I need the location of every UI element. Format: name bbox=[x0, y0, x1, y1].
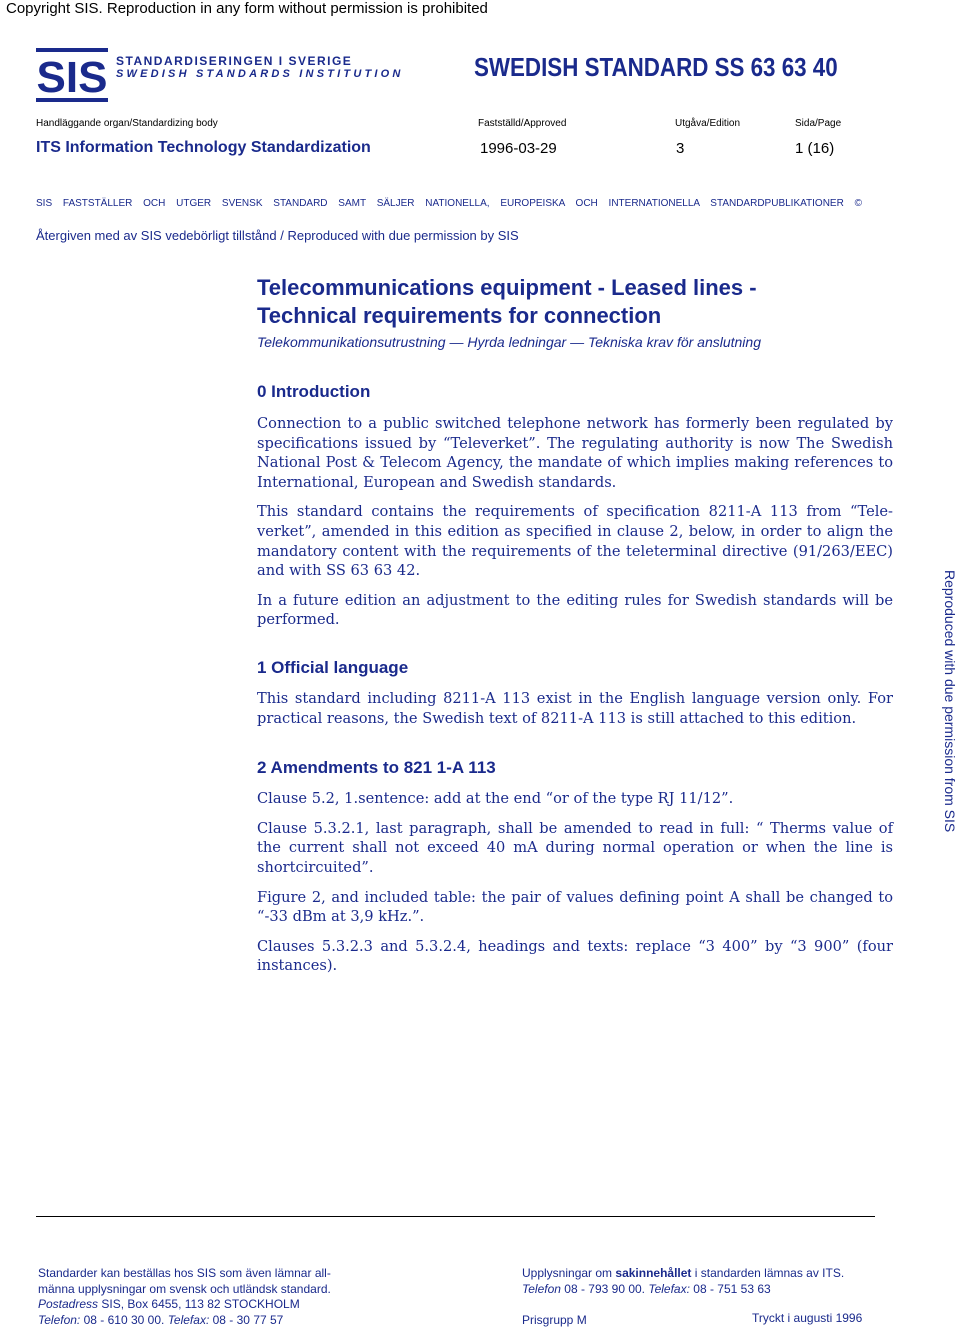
section-heading-official-language: 1 Official language bbox=[257, 657, 409, 677]
intro-paragraph-1: Connection to a public switched telephone network has formerly been regulated by specifications issued by “Televerket”. The regulating authority is now The Swedish National Post & Telecom Agency, the mandate of which implies making references to International, European and Swedish standards. bbox=[257, 415, 893, 491]
amendment-paragraph-4: Clauses 5.3.2.3 and 5.3.2.4, headings and texts: replace “3 400” by “3 900” (four instances). bbox=[257, 937, 893, 975]
footer-left-line-2: männa upplysningar om svensk och utländsk standard. bbox=[38, 1282, 331, 1296]
price-group: Prisgrupp M bbox=[522, 1313, 587, 1327]
institute-name-swedish: STANDARDISERINGEN I SVERIGE bbox=[116, 54, 353, 68]
approved-value: 1996-03-29 bbox=[480, 140, 557, 157]
right-telefax-label: Telefax: bbox=[648, 1282, 690, 1296]
standardizing-body-label: Handläggande organ/Standardizing body bbox=[36, 118, 218, 129]
footer-left-line-1: Standarder kan beställas hos SIS som även lämnar all- bbox=[38, 1266, 331, 1280]
edition-label: Utgåva/Edition bbox=[675, 118, 741, 129]
section-heading-amendments: 2 Amendments to 821 1-A 113 bbox=[257, 758, 496, 778]
amendment-paragraph-1: Clause 5.2, 1.sentence: add at the end “or of the type RJ 11/12”. bbox=[257, 790, 734, 808]
footer-postal-address bbox=[38, 1297, 300, 1311]
footer-divider bbox=[36, 1216, 875, 1217]
copyright-notice: Copyright SIS. Reproduction in any form without permission is prohibited bbox=[6, 0, 488, 17]
right-telefon-value: 08 - 793 90 00. bbox=[564, 1282, 646, 1296]
footer-right-phone bbox=[522, 1282, 771, 1296]
page-value: 1 (16) bbox=[795, 140, 835, 157]
right-telefon-label: Telefon bbox=[522, 1282, 561, 1296]
document-title-line-2: Technical requirements for connection bbox=[257, 303, 662, 328]
footer-right-line-1 bbox=[522, 1266, 844, 1280]
page-label: Sida/Page bbox=[795, 118, 842, 129]
standard-title: SWEDISH STANDARD SS 63 63 40 bbox=[474, 52, 838, 82]
postadress-value: SIS, Box 6455, 113 82 STOCKHOLM bbox=[101, 1297, 300, 1311]
footer-left-phone bbox=[38, 1313, 283, 1327]
right-line-1-start: Upplysningar om bbox=[522, 1266, 613, 1280]
edition-value: 3 bbox=[676, 140, 685, 157]
approved-label: Fastställd/Approved bbox=[478, 118, 567, 129]
postadress-label: Postadress bbox=[38, 1297, 99, 1311]
right-telefax-value: 08 - 751 53 63 bbox=[693, 1282, 771, 1296]
intro-paragraph-2: This standard contains the requirements of specification 8211-A 113 from “Tele-verket”, amended in this edition as specified in clause 2, below, in order to align the mandatory content with the requirements of the teleterminal directive (91/263/EEC) and with SS 63 63 42. bbox=[257, 503, 893, 580]
institute-name-english: SWEDISH STANDARDS INSTITUTION bbox=[116, 68, 404, 80]
left-telefax-value: 08 - 30 77 57 bbox=[212, 1313, 284, 1327]
right-line-1-end: i standarden lämnas av ITS. bbox=[694, 1266, 845, 1280]
standardizing-body-value: ITS Information Technology Standardization bbox=[36, 139, 371, 156]
left-telefax-label: Telefax: bbox=[167, 1313, 210, 1327]
right-line-1-emphasis: sakinnehållet bbox=[615, 1266, 692, 1280]
document-title bbox=[257, 274, 893, 330]
left-telefon-label: Telefon: bbox=[38, 1313, 81, 1327]
intro-paragraph-3: In a future edition an adjustment to the editing rules for Swedish standards will be performed. bbox=[257, 591, 893, 629]
left-telefon-value: 08 - 610 30 00. bbox=[83, 1313, 165, 1327]
sis-statement: SIS FASTSTÄLLER OCH UTGER SVENSK STANDARD SAMT SÄLJER NATIONELLA, EUROPEISKA OCH INTERNATIONELLA STANDARDPUBLIKATIONER © bbox=[36, 198, 862, 209]
document-title-line-1: Telecommunications equipment - Leased lines - bbox=[257, 275, 757, 300]
main-content bbox=[257, 274, 893, 976]
amendment-paragraph-3: Figure 2, and included table: the pair of values defining point A shall be changed to “-33 dBm at 3,9 kHz.”. bbox=[257, 888, 893, 926]
language-paragraph-1: This standard including 8211-A 113 exist in the English language version only. For practical reasons, the Swedish text of 8211-A 113 is still attached to this edition. bbox=[257, 689, 893, 727]
sis-logo bbox=[36, 48, 108, 107]
reproduced-notice: Återgiven med av SIS vedebörligt tillstånd / Reproduced with due permission by SIS bbox=[36, 228, 519, 243]
section-heading-introduction: 0 Introduction bbox=[257, 382, 371, 401]
printed-date: Tryckt i augusti 1996 bbox=[752, 1311, 863, 1325]
logo-text: SIS bbox=[36, 53, 108, 102]
side-reproduced-notice: Reproduced with due permission from SIS bbox=[942, 570, 958, 833]
amendment-paragraph-2: Clause 5.3.2.1, last paragraph, shall be amended to read in full: “ Therms value of the current shall not exceed 40 mA during normal operation or when the line is shortcircuited”. bbox=[257, 819, 893, 876]
document-subtitle-swedish: Telekommunikationsutrustning — Hyrda ledningar — Tekniska krav för anslutning bbox=[257, 334, 761, 350]
